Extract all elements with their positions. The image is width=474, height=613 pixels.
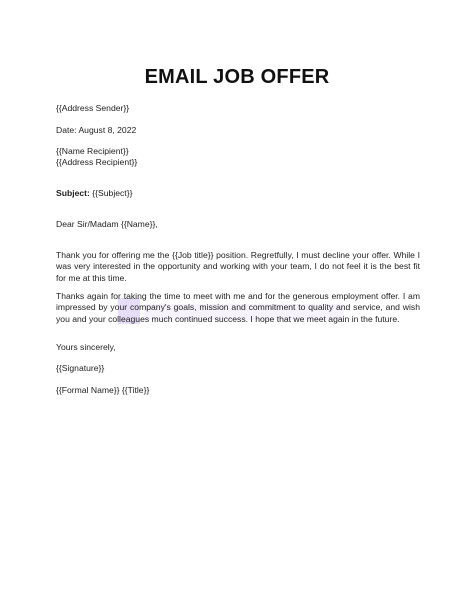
letter-date: Date: August 8, 2022 — [56, 125, 137, 135]
closing: Yours sincerely, — [56, 342, 116, 352]
body-paragraph-1: Thank you for offering me the {{Job title}} position. Regretfully, I must decline your offer. While I was very interested in the opportunity and working with your team, I do not feel it is the best fit for me at this time. — [56, 250, 420, 283]
salutation: Dear Sir/Madam {{Name}}, — [56, 219, 158, 229]
formal-name-title: {{Formal Name}} {{Title}} — [56, 385, 150, 395]
subject-label: Subject: — [56, 188, 90, 198]
name-recipient: {{Name Recipient}} — [56, 146, 129, 156]
page-title: EMAIL JOB OFFER — [144, 66, 330, 88]
signature: {{Signature}} — [56, 363, 105, 373]
address-sender: {{Address Sender}} — [56, 103, 130, 113]
address-recipient: {{Address Recipient}} — [56, 157, 138, 167]
subject-value: {{Subject}} — [89, 188, 133, 198]
body-paragraph-2: Thanks again for taking the time to meet with me and for the generous employment offer. I am impressed by your company's goals, mission and commitment to quality and service, and wish you and your colleagues much continued success. I hope that we meet again in the future. — [56, 291, 420, 324]
subject-line — [56, 188, 132, 199]
